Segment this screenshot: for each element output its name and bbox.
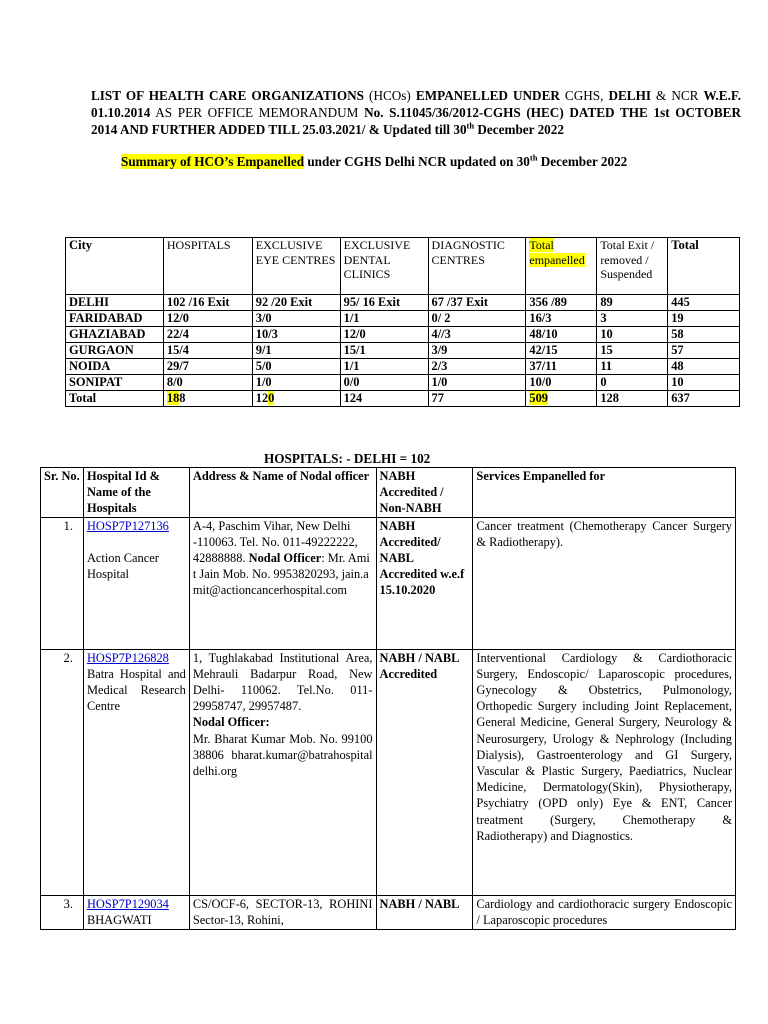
summary-cell-city: FARIDABAD: [66, 311, 164, 327]
hospital-id-link[interactable]: HOSP7P129034: [86, 896, 169, 911]
header-diagnostic: DIAGNOSTIC CENTRES: [428, 238, 526, 295]
nodal-officer: : Mr. Amit Jain Mob. No. 9953820293, jain.amit@actioncancerhospital.com: [192, 551, 370, 598]
summary-body: [66, 295, 740, 391]
summary-cell-dental: 15/1: [340, 343, 428, 359]
summary-row: [66, 343, 740, 359]
title-part: W.E.F. 01.10.2014: [91, 88, 742, 120]
title-part: (HCOs): [364, 88, 416, 103]
hospital-address: 1, Tughlakabad Institutional Area, Mehrauli Badarpur Road, New Delhi- 110062. Tel.No. 011- 29958747, 29957487.: [192, 650, 373, 714]
title-part: DELHI: [608, 88, 651, 103]
summary-cell-eye: 92 /20 Exit: [252, 295, 340, 311]
title-part: EMPANELLED UNDER: [415, 88, 560, 103]
hospital-name: Batra Hospital and Medical Research Centre: [86, 666, 186, 714]
row-address: CS/OCF-6, SECTOR-13, ROHINI Sector-13, Rohini,: [189, 895, 376, 929]
summary-cell-total: 445: [668, 295, 740, 311]
summary-text: under CGHS Delhi NCR updated on 30: [304, 154, 530, 169]
summary-cell-diagnostic: 4//3: [428, 327, 526, 343]
total-eye-a: 12: [255, 391, 269, 405]
summary-cell-total: 48: [668, 359, 740, 375]
title-part: No. S.11045/36/2012-CGHS (HEC) DATED THE 1st OCTOBER 2014 AND FURTHER ADDED TILL 25.03.2021/ & Updated till 30: [91, 105, 741, 137]
header-total-empanelled: [526, 238, 597, 295]
summary-cell-exit: 3: [597, 311, 668, 327]
summary-cell-empanelled: 37/11: [526, 359, 597, 375]
total-hosp-rest: 8: [179, 391, 186, 405]
summary-cell-hospitals: 8/0: [163, 375, 252, 391]
hospitals-header-row: [41, 468, 736, 518]
row-sr: 2.: [41, 649, 84, 895]
hospitals-heading: HOSPITALS: - DELHI = 102: [264, 451, 431, 466]
row-nabh: NABH Accredited/ NABL Accredited w.e.f 15.10.2020: [376, 517, 473, 649]
summary-cell-dental: 1/1: [340, 359, 428, 375]
summary-cell-hospitals: 29/7: [163, 359, 252, 375]
summary-cell-empanelled: 42/15: [526, 343, 597, 359]
summary-cell-empanelled: 10/0: [526, 375, 597, 391]
total-eye: [252, 391, 340, 407]
summary-cell-exit: 0: [597, 375, 668, 391]
total-eye-hl: 0: [268, 391, 275, 405]
row-services: Interventional Cardiology & Cardiothoracic Surgery, Endoscopic/ Laparoscopic procedures, Gynecology & Obstetrics, Pulmonology, Orthopedic Surgery including Joint Replacement, General Medicine, General Surgery, Neurology & Neurosurgery, Urology & Nephrology (Including Dialysis), Gastroenterology and GI Surgery, Vascular & Plastic Surgery, Paediatrics, Nuclear Medicine, Dermatology(Skin), Physiotherapy, Psychiatry (OPD only) Eye & ENT, Cancer treatment (Surgery, Chemotherapy & Radiotherapy) and Diagnostics.: [473, 649, 736, 895]
summary-cell-eye: 9/1: [252, 343, 340, 359]
summary-cell-diagnostic: 2/3: [428, 359, 526, 375]
nodal-label: Nodal Officer:: [192, 715, 270, 730]
header-dental: EXCLUSIVE DENTAL CLINICS: [340, 238, 428, 295]
hospital-name: Action Cancer Hospital: [86, 551, 159, 582]
header-total-exit: Total Exit / removed / Suspended: [597, 238, 668, 295]
document-title: [91, 87, 741, 138]
summary-cell-city: GURGAON: [66, 343, 164, 359]
nodal-label: Nodal Officer: [248, 551, 322, 566]
title-part: LIST OF HEALTH CARE ORGANIZATIONS: [91, 88, 365, 103]
summary-cell-hospitals: 12/0: [163, 311, 252, 327]
row-nabh: NABH / NABL Accredited: [376, 649, 473, 895]
summary-header-row: [66, 238, 740, 295]
title-part: & NCR: [650, 88, 704, 103]
summary-cell-exit: 89: [597, 295, 668, 311]
row-hospital: [83, 517, 189, 649]
header-address: Address & Name of Nodal officer: [189, 468, 376, 518]
hospitals-table: [40, 467, 736, 930]
summary-row: [66, 359, 740, 375]
hospital-address: A-4, Paschim Vihar, New Delhi -110063. Tel. No. 011-49222222, 42888888.: [192, 518, 358, 566]
header-city: City: [66, 238, 164, 295]
header-nabh: NABH Accredited / Non-NABH: [376, 468, 473, 518]
row-hospital: [83, 649, 189, 895]
header-hospital-id: Hospital Id & Name of the Hospitals: [83, 468, 189, 518]
summary-cell-city: DELHI: [66, 295, 164, 311]
total-label: Total: [66, 391, 164, 407]
header-sr: Sr. No.: [41, 468, 84, 518]
summary-row: [66, 327, 740, 343]
summary-cell-total: 10: [668, 375, 740, 391]
summary-cell-dental: 12/0: [340, 327, 428, 343]
hospital-id-link[interactable]: HOSP7P126828: [86, 650, 169, 665]
summary-cell-exit: 11: [597, 359, 668, 375]
summary-sup: th: [529, 152, 538, 163]
summary-cell-total: 58: [668, 327, 740, 343]
summary-cell-dental: 95/ 16 Exit: [340, 295, 428, 311]
summary-cell-dental: 1/1: [340, 311, 428, 327]
summary-cell-city: GHAZIABAD: [66, 327, 164, 343]
summary-cell-empanelled: 356 /89: [526, 295, 597, 311]
summary-cell-diagnostic: 3/9: [428, 343, 526, 359]
summary-cell-city: NOIDA: [66, 359, 164, 375]
summary-cell-eye: 10/3: [252, 327, 340, 343]
summary-table: [65, 237, 740, 407]
row-nabh: NABH / NABL: [376, 895, 473, 929]
row-address: [189, 649, 376, 895]
row-sr: 1.: [41, 517, 84, 649]
summary-cell-dental: 0/0: [340, 375, 428, 391]
summary-cell-exit: 15: [597, 343, 668, 359]
summary-cell-hospitals: 22/4: [163, 327, 252, 343]
header-total: Total: [668, 238, 740, 295]
summary-cell-diagnostic: 0/ 2: [428, 311, 526, 327]
summary-cell-exit: 10: [597, 327, 668, 343]
summary-cell-eye: 1/0: [252, 375, 340, 391]
summary-cell-hospitals: 102 /16 Exit: [163, 295, 252, 311]
title-part: CGHS,: [559, 88, 609, 103]
header-hospitals: HOSPITALS: [163, 238, 252, 295]
summary-row: [66, 295, 740, 311]
total-hospitals: [163, 391, 252, 407]
total-empanelled: [526, 391, 597, 407]
summary-total-row: [66, 391, 740, 407]
table-row: [41, 895, 736, 929]
title-part: December 2022: [474, 122, 564, 137]
summary-cell-total: 19: [668, 311, 740, 327]
summary-highlight: Summary of HCO’s Empanelled: [121, 154, 305, 169]
title-sup: th: [466, 120, 475, 131]
summary-heading: [121, 154, 627, 170]
summary-cell-city: SONIPAT: [66, 375, 164, 391]
summary-row: [66, 311, 740, 327]
summary-cell-eye: 3/0: [252, 311, 340, 327]
row-sr: 3.: [41, 895, 84, 929]
table-row: [41, 649, 736, 895]
summary-text-end: December 2022: [537, 154, 628, 169]
summary-cell-diagnostic: 1/0: [428, 375, 526, 391]
total-diagnostic: 77: [428, 391, 526, 407]
row-address: [189, 517, 376, 649]
total-exit: 128: [597, 391, 668, 407]
row-services: Cardiology and cardiothoracic surgery Endoscopic / Laparoscopic procedures: [473, 895, 736, 929]
hospital-name: BHAGWATI: [86, 912, 152, 927]
title-part: AS PER OFFICE MEMORANDUM: [150, 105, 365, 120]
hospital-id-link[interactable]: HOSP7P127136: [86, 518, 169, 533]
summary-cell-diagnostic: 67 /37 Exit: [428, 295, 526, 311]
summary-cell-total: 57: [668, 343, 740, 359]
row-services: Cancer treatment (Chemotherapy Cancer Surgery & Radiotherapy).: [473, 517, 736, 649]
header-services: Services Empanelled for: [473, 468, 736, 518]
header-eye: EXCLUSIVE EYE CENTRES: [252, 238, 340, 295]
summary-cell-empanelled: 16/3: [526, 311, 597, 327]
header-total-empanelled-text: Total empanelled: [529, 238, 585, 267]
total-total: 637: [668, 391, 740, 407]
summary-cell-empanelled: 48/10: [526, 327, 597, 343]
nodal-officer: Mr. Bharat Kumar Mob. No. 9910038806 bharat.kumar@batrahospitaldelhi.org: [192, 731, 373, 779]
table-row: [41, 517, 736, 649]
summary-cell-eye: 5/0: [252, 359, 340, 375]
summary-cell-hospitals: 15/4: [163, 343, 252, 359]
total-hosp-hl: 18: [166, 391, 180, 405]
summary-row: [66, 375, 740, 391]
row-hospital: [83, 895, 189, 929]
total-empanelled-hl: 509: [529, 391, 548, 405]
total-dental: 124: [340, 391, 428, 407]
